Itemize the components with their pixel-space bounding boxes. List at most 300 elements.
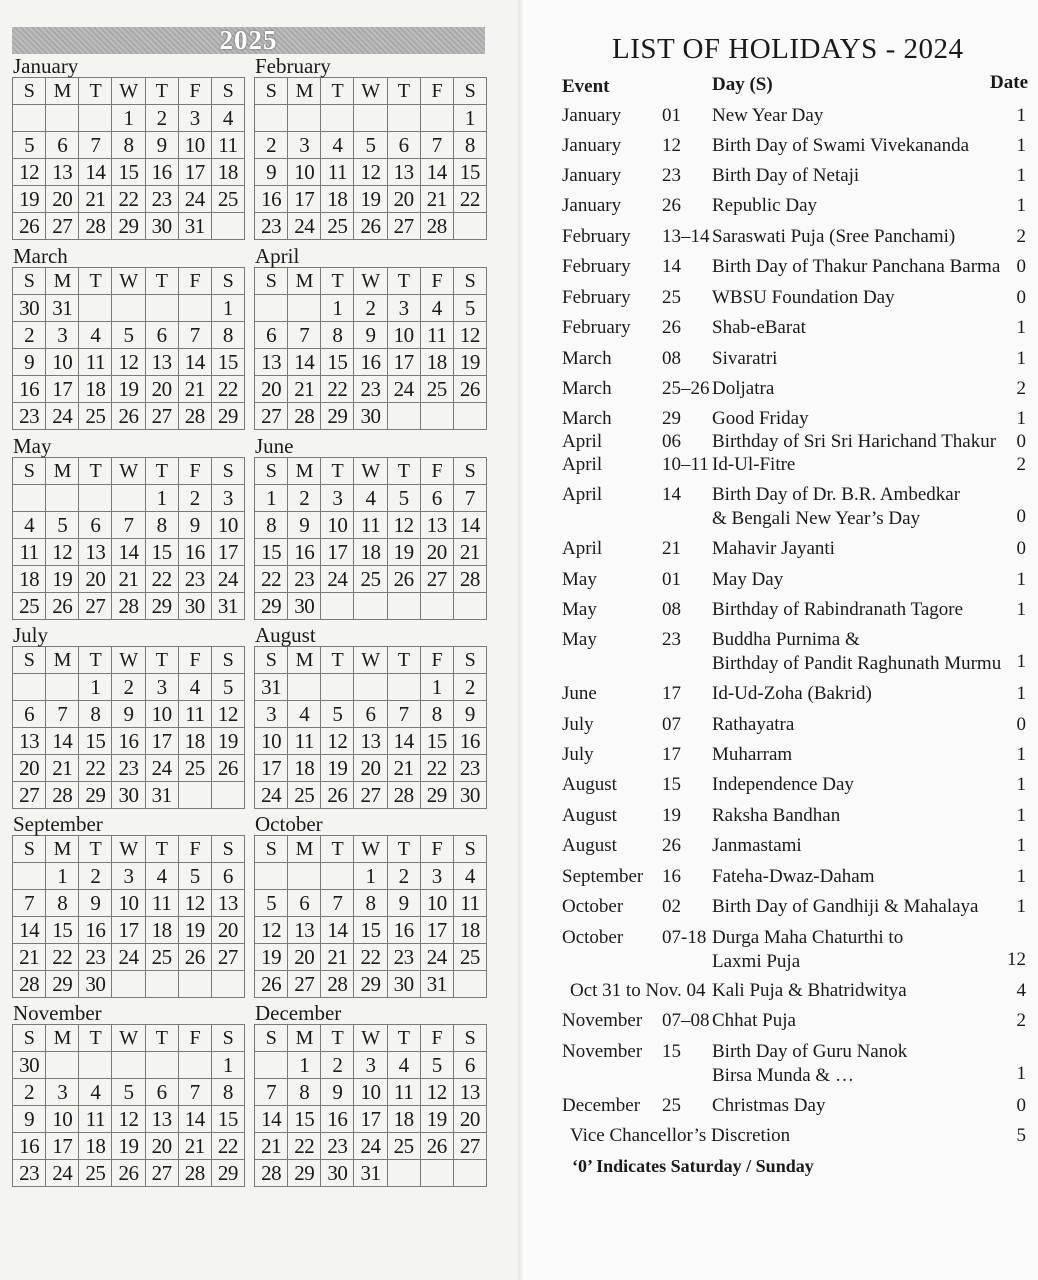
day-cell: 18 bbox=[453, 917, 486, 944]
weekday-header: S bbox=[255, 1025, 288, 1052]
holiday-day: 01 bbox=[662, 569, 681, 590]
day-cell: 9 bbox=[453, 701, 486, 728]
weekday-header: S bbox=[13, 836, 46, 863]
weekday-header: W bbox=[112, 647, 145, 674]
day-cell: 1 bbox=[255, 485, 288, 512]
day-cell: 24 bbox=[211, 566, 244, 593]
day-cell: 11 bbox=[211, 132, 244, 159]
holiday-day: 15 bbox=[662, 1041, 681, 1062]
day-cell: 25 bbox=[13, 593, 46, 620]
day-cell: 6 bbox=[145, 1079, 178, 1106]
day-cell: 20 bbox=[420, 539, 453, 566]
day-cell: 5 bbox=[453, 295, 486, 322]
day-cell: 10 bbox=[46, 1106, 79, 1133]
weekday-header: S bbox=[211, 78, 244, 105]
holiday-name-line2: Birthday of Pandit Raghunath Murmu bbox=[712, 653, 1002, 674]
holiday-name: Muharram bbox=[712, 744, 793, 765]
day-cell: 14 bbox=[255, 1106, 288, 1133]
holiday-name: Christmas Day bbox=[712, 1095, 826, 1116]
holiday-month: February bbox=[562, 226, 631, 247]
day-cell: 16 bbox=[354, 349, 387, 376]
weekday-header: T bbox=[321, 78, 354, 105]
day-cell: 15 bbox=[145, 539, 178, 566]
holiday-name: Buddha Purnima & bbox=[712, 629, 860, 650]
holiday-day-count: 1 bbox=[1016, 165, 1026, 186]
day-cell: 3 bbox=[288, 132, 321, 159]
day-cell: 21 bbox=[321, 944, 354, 971]
day-cell: 14 bbox=[46, 728, 79, 755]
day-cell: 19 bbox=[178, 917, 211, 944]
weekday-header: T bbox=[321, 268, 354, 295]
weekday-header: T bbox=[79, 647, 112, 674]
day-cell: 9 bbox=[288, 512, 321, 539]
holiday-day-count: 0 bbox=[1016, 714, 1026, 735]
day-cell: 5 bbox=[178, 863, 211, 890]
day-cell: 28 bbox=[255, 1160, 288, 1187]
day-cell: 18 bbox=[13, 566, 46, 593]
day-cell: 16 bbox=[145, 159, 178, 186]
day-cell: 30 bbox=[288, 593, 321, 620]
day-cell: 1 bbox=[145, 485, 178, 512]
day-cell bbox=[46, 1052, 79, 1079]
holiday-name: Id-Ul-Fitre bbox=[712, 454, 796, 475]
holiday-day-count: 1 bbox=[1016, 866, 1026, 887]
day-cell: 8 bbox=[288, 1079, 321, 1106]
day-cell: 25 bbox=[354, 566, 387, 593]
day-cell: 15 bbox=[288, 1106, 321, 1133]
day-cell: 28 bbox=[178, 403, 211, 430]
day-cell bbox=[354, 105, 387, 132]
day-cell: 12 bbox=[354, 159, 387, 186]
day-cell: 17 bbox=[321, 539, 354, 566]
holiday-day: 16 bbox=[662, 866, 681, 887]
day-cell: 29 bbox=[354, 971, 387, 998]
day-cell: 13 bbox=[453, 1079, 486, 1106]
day-cell bbox=[288, 295, 321, 322]
month-april bbox=[254, 245, 487, 430]
day-cell: 27 bbox=[211, 944, 244, 971]
day-cell: 5 bbox=[420, 1052, 453, 1079]
holiday-list-title: LIST OF HOLIDAYS - 2024 bbox=[612, 33, 964, 65]
weekday-header: S bbox=[255, 836, 288, 863]
day-cell: 9 bbox=[13, 1106, 46, 1133]
weekday-header: W bbox=[112, 458, 145, 485]
day-cell: 16 bbox=[178, 539, 211, 566]
day-cell: 4 bbox=[13, 512, 46, 539]
day-cell: 25 bbox=[288, 782, 321, 809]
holiday-day: 17 bbox=[662, 683, 681, 704]
day-cell: 19 bbox=[112, 376, 145, 403]
weekday-header: S bbox=[211, 836, 244, 863]
day-cell: 13 bbox=[211, 890, 244, 917]
holiday-name: Birth Day of Gandhiji & Mahalaya bbox=[712, 896, 979, 917]
day-cell: 6 bbox=[288, 890, 321, 917]
day-cell: 23 bbox=[453, 755, 486, 782]
day-cell: 7 bbox=[46, 701, 79, 728]
day-cell: 11 bbox=[79, 349, 112, 376]
day-cell: 23 bbox=[13, 1160, 46, 1187]
day-cell: 10 bbox=[321, 512, 354, 539]
footnote: ‘0’ Indicates Saturday / Sunday bbox=[572, 1156, 814, 1176]
month-table bbox=[12, 646, 245, 809]
weekday-header: W bbox=[354, 836, 387, 863]
day-cell: 12 bbox=[46, 539, 79, 566]
day-cell: 16 bbox=[13, 376, 46, 403]
day-cell: 7 bbox=[288, 322, 321, 349]
day-cell: 2 bbox=[178, 485, 211, 512]
day-cell: 5 bbox=[112, 1079, 145, 1106]
day-cell: 13 bbox=[13, 728, 46, 755]
weekday-header: S bbox=[13, 458, 46, 485]
holiday-day-count: 2 bbox=[1016, 378, 1026, 399]
day-cell: 30 bbox=[321, 1160, 354, 1187]
day-cell bbox=[112, 971, 145, 998]
holiday-day: 10–11 bbox=[662, 454, 709, 475]
weekday-header: F bbox=[178, 268, 211, 295]
holiday-name: Sivaratri bbox=[712, 348, 778, 369]
day-cell: 22 bbox=[145, 566, 178, 593]
weekday-header: T bbox=[321, 647, 354, 674]
day-cell bbox=[420, 105, 453, 132]
day-cell: 30 bbox=[79, 971, 112, 998]
holiday-day: 19 bbox=[662, 805, 681, 826]
day-cell: 10 bbox=[420, 890, 453, 917]
day-cell bbox=[321, 593, 354, 620]
day-cell: 24 bbox=[178, 186, 211, 213]
holiday-name: Independence Day bbox=[712, 774, 854, 795]
holiday-day-count: 1 bbox=[1016, 135, 1026, 156]
holiday-name: Birth Day of Dr. B.R. Ambedkar bbox=[712, 484, 961, 505]
month-table bbox=[12, 835, 245, 998]
day-cell: 1 bbox=[453, 105, 486, 132]
day-cell: 4 bbox=[288, 701, 321, 728]
weekday-header: W bbox=[354, 268, 387, 295]
day-cell: 14 bbox=[387, 728, 420, 755]
day-cell: 30 bbox=[387, 971, 420, 998]
day-cell: 21 bbox=[255, 1133, 288, 1160]
weekday-header: M bbox=[288, 1025, 321, 1052]
day-cell bbox=[13, 105, 46, 132]
day-cell: 6 bbox=[145, 322, 178, 349]
day-cell: 15 bbox=[211, 349, 244, 376]
day-cell: 2 bbox=[288, 485, 321, 512]
day-cell: 29 bbox=[112, 213, 145, 240]
day-cell bbox=[288, 105, 321, 132]
day-cell: 3 bbox=[46, 322, 79, 349]
day-cell: 30 bbox=[13, 1052, 46, 1079]
day-cell bbox=[453, 1160, 486, 1187]
day-cell: 30 bbox=[453, 782, 486, 809]
day-cell: 2 bbox=[321, 1052, 354, 1079]
day-cell: 18 bbox=[79, 376, 112, 403]
holiday-day-count: 4 bbox=[1016, 980, 1026, 1001]
month-july bbox=[12, 624, 245, 809]
day-cell: 19 bbox=[112, 1133, 145, 1160]
month-name: May bbox=[13, 434, 52, 458]
holiday-day: 08 bbox=[662, 599, 681, 620]
holiday-name: Birth Day of Swami Vivekananda bbox=[712, 135, 970, 156]
weekday-header: W bbox=[112, 268, 145, 295]
day-cell: 2 bbox=[13, 1079, 46, 1106]
month-table bbox=[254, 267, 487, 430]
holiday-day-count: 1 bbox=[1016, 195, 1026, 216]
day-cell: 10 bbox=[178, 132, 211, 159]
day-cell: 26 bbox=[13, 213, 46, 240]
month-june bbox=[254, 435, 487, 620]
day-cell: 16 bbox=[13, 1133, 46, 1160]
holiday-day: 25 bbox=[662, 1095, 681, 1116]
day-cell bbox=[79, 1052, 112, 1079]
day-cell: 19 bbox=[321, 755, 354, 782]
day-cell: 14 bbox=[178, 1106, 211, 1133]
day-cell: 14 bbox=[79, 159, 112, 186]
holiday-name: Chhat Puja bbox=[712, 1010, 796, 1031]
holiday-month: March bbox=[562, 348, 612, 369]
day-cell: 9 bbox=[112, 701, 145, 728]
weekday-header: M bbox=[288, 836, 321, 863]
holiday-day-count: 1 bbox=[1016, 348, 1026, 369]
weekday-header: M bbox=[46, 836, 79, 863]
day-cell: 16 bbox=[288, 539, 321, 566]
day-cell: 22 bbox=[420, 755, 453, 782]
day-cell: 20 bbox=[145, 376, 178, 403]
day-cell: 2 bbox=[354, 295, 387, 322]
weekday-header: F bbox=[420, 458, 453, 485]
day-cell: 10 bbox=[288, 159, 321, 186]
day-cell bbox=[321, 863, 354, 890]
day-cell: 6 bbox=[420, 485, 453, 512]
holiday-day: 23 bbox=[662, 629, 681, 650]
day-cell: 5 bbox=[255, 890, 288, 917]
day-cell: 3 bbox=[178, 105, 211, 132]
day-cell: 17 bbox=[354, 1106, 387, 1133]
weekday-header: S bbox=[255, 458, 288, 485]
holiday-month: October bbox=[562, 896, 624, 917]
holiday-name: May Day bbox=[712, 569, 784, 590]
day-cell: 19 bbox=[354, 186, 387, 213]
day-cell: 10 bbox=[145, 701, 178, 728]
holiday-range: Oct 31 to Nov. 04 bbox=[570, 980, 706, 1001]
weekday-header: T bbox=[387, 1025, 420, 1052]
holiday-month: November bbox=[562, 1041, 643, 1062]
day-cell: 31 bbox=[46, 295, 79, 322]
day-cell: 5 bbox=[211, 674, 244, 701]
month-table bbox=[254, 646, 487, 809]
day-cell bbox=[387, 593, 420, 620]
day-cell: 28 bbox=[387, 782, 420, 809]
holiday-month: July bbox=[562, 744, 594, 765]
day-cell: 27 bbox=[354, 782, 387, 809]
month-name: December bbox=[255, 1001, 342, 1025]
day-cell bbox=[387, 105, 420, 132]
day-cell: 14 bbox=[288, 349, 321, 376]
weekday-header: M bbox=[46, 268, 79, 295]
day-cell: 13 bbox=[145, 1106, 178, 1133]
day-cell: 27 bbox=[79, 593, 112, 620]
day-cell: 9 bbox=[255, 159, 288, 186]
day-cell: 17 bbox=[288, 186, 321, 213]
day-cell: 6 bbox=[453, 1052, 486, 1079]
holiday-day: 26 bbox=[662, 317, 681, 338]
day-cell: 23 bbox=[112, 755, 145, 782]
day-cell: 1 bbox=[79, 674, 112, 701]
day-cell: 12 bbox=[420, 1079, 453, 1106]
weekday-header: F bbox=[178, 1025, 211, 1052]
weekday-header: W bbox=[112, 1025, 145, 1052]
day-cell: 7 bbox=[79, 132, 112, 159]
month-table bbox=[254, 835, 487, 998]
day-cell: 22 bbox=[112, 186, 145, 213]
holiday-name: Kali Puja & Bhatridwitya bbox=[712, 980, 907, 1001]
weekday-header: S bbox=[13, 1025, 46, 1052]
day-cell bbox=[354, 593, 387, 620]
day-cell: 8 bbox=[453, 132, 486, 159]
day-cell: 6 bbox=[387, 132, 420, 159]
day-cell: 3 bbox=[112, 863, 145, 890]
day-cell: 26 bbox=[387, 566, 420, 593]
day-cell: 4 bbox=[321, 132, 354, 159]
holiday-day-count: 0 bbox=[1016, 538, 1026, 559]
day-cell: 24 bbox=[321, 566, 354, 593]
day-cell: 10 bbox=[255, 728, 288, 755]
day-cell: 26 bbox=[354, 213, 387, 240]
day-cell: 31 bbox=[178, 213, 211, 240]
day-cell: 17 bbox=[387, 349, 420, 376]
day-cell: 4 bbox=[79, 322, 112, 349]
day-cell: 15 bbox=[255, 539, 288, 566]
weekday-header: S bbox=[211, 268, 244, 295]
holiday-page bbox=[528, 0, 1038, 1280]
holiday-name: Birth Day of Netaji bbox=[712, 165, 860, 186]
day-cell bbox=[13, 863, 46, 890]
day-cell: 6 bbox=[211, 863, 244, 890]
day-cell: 31 bbox=[354, 1160, 387, 1187]
holiday-day: 06 bbox=[662, 431, 681, 452]
day-cell: 12 bbox=[178, 890, 211, 917]
holiday-name: Shab-eBarat bbox=[712, 317, 806, 338]
day-cell: 7 bbox=[13, 890, 46, 917]
day-cell: 12 bbox=[321, 728, 354, 755]
day-cell: 22 bbox=[79, 755, 112, 782]
day-cell: 14 bbox=[178, 349, 211, 376]
day-cell: 8 bbox=[354, 890, 387, 917]
weekday-header: W bbox=[354, 458, 387, 485]
day-cell: 21 bbox=[79, 186, 112, 213]
day-cell: 4 bbox=[387, 1052, 420, 1079]
day-cell: 27 bbox=[288, 971, 321, 998]
weekday-header: T bbox=[387, 268, 420, 295]
day-cell: 17 bbox=[46, 376, 79, 403]
day-cell: 19 bbox=[211, 728, 244, 755]
weekday-header: M bbox=[46, 78, 79, 105]
day-cell: 9 bbox=[178, 512, 211, 539]
weekday-header: M bbox=[288, 647, 321, 674]
holiday-month: January bbox=[562, 195, 622, 216]
day-cell: 9 bbox=[79, 890, 112, 917]
day-cell: 18 bbox=[178, 728, 211, 755]
day-cell: 24 bbox=[354, 1133, 387, 1160]
day-cell: 2 bbox=[453, 674, 486, 701]
day-cell bbox=[112, 295, 145, 322]
weekday-header: T bbox=[387, 647, 420, 674]
day-cell bbox=[112, 485, 145, 512]
weekday-header: M bbox=[288, 458, 321, 485]
day-cell: 13 bbox=[145, 349, 178, 376]
day-cell bbox=[453, 403, 486, 430]
day-cell bbox=[178, 295, 211, 322]
holiday-day: 07–08 bbox=[662, 1010, 710, 1031]
day-cell: 13 bbox=[288, 917, 321, 944]
day-cell: 25 bbox=[178, 755, 211, 782]
weekday-header: T bbox=[145, 1025, 178, 1052]
holiday-name: Birth Day of Thakur Panchana Barma bbox=[712, 256, 1001, 277]
month-table bbox=[12, 457, 245, 620]
holiday-day: 29 bbox=[662, 408, 681, 429]
holiday-day: 26 bbox=[662, 835, 681, 856]
holiday-day-count: 1 bbox=[1016, 683, 1026, 704]
day-cell: 26 bbox=[321, 782, 354, 809]
holiday-day: 07-18 bbox=[662, 927, 707, 948]
day-cell: 21 bbox=[178, 1133, 211, 1160]
day-cell: 4 bbox=[79, 1079, 112, 1106]
day-cell bbox=[145, 971, 178, 998]
holiday-name-line2: & Bengali New Year’s Day bbox=[712, 508, 921, 529]
day-cell: 22 bbox=[354, 944, 387, 971]
holiday-day-count: 1 bbox=[1016, 408, 1026, 429]
day-cell: 23 bbox=[13, 403, 46, 430]
day-cell bbox=[145, 1052, 178, 1079]
day-cell: 8 bbox=[112, 132, 145, 159]
holiday-month: October bbox=[562, 927, 624, 948]
day-cell: 17 bbox=[211, 539, 244, 566]
day-cell: 15 bbox=[453, 159, 486, 186]
holiday-day: 01 bbox=[662, 105, 681, 126]
day-cell: 24 bbox=[387, 376, 420, 403]
day-cell: 4 bbox=[211, 105, 244, 132]
holiday-name: Fateha-Dwaz-Daham bbox=[712, 866, 875, 887]
day-cell: 21 bbox=[420, 186, 453, 213]
holiday-name: Janmastami bbox=[712, 835, 802, 856]
day-cell: 28 bbox=[321, 971, 354, 998]
day-cell: 7 bbox=[178, 322, 211, 349]
month-september bbox=[12, 813, 245, 998]
day-cell: 20 bbox=[288, 944, 321, 971]
day-cell: 8 bbox=[211, 1079, 244, 1106]
day-cell: 8 bbox=[145, 512, 178, 539]
day-cell: 27 bbox=[13, 782, 46, 809]
day-cell: 1 bbox=[211, 295, 244, 322]
day-cell bbox=[387, 1160, 420, 1187]
day-cell: 8 bbox=[46, 890, 79, 917]
month-february bbox=[254, 55, 487, 240]
weekday-header: S bbox=[211, 458, 244, 485]
day-cell: 29 bbox=[79, 782, 112, 809]
weekday-header: T bbox=[145, 268, 178, 295]
weekday-header: M bbox=[288, 78, 321, 105]
weekday-header: T bbox=[145, 647, 178, 674]
day-cell: 22 bbox=[46, 944, 79, 971]
day-cell: 18 bbox=[288, 755, 321, 782]
day-cell: 3 bbox=[145, 674, 178, 701]
day-cell: 17 bbox=[420, 917, 453, 944]
holiday-day-count: 1 bbox=[1016, 774, 1026, 795]
holiday-month: February bbox=[562, 287, 631, 308]
day-cell: 28 bbox=[453, 566, 486, 593]
day-cell: 7 bbox=[255, 1079, 288, 1106]
holiday-month: April bbox=[562, 431, 603, 452]
day-cell: 27 bbox=[46, 213, 79, 240]
day-cell: 20 bbox=[354, 755, 387, 782]
